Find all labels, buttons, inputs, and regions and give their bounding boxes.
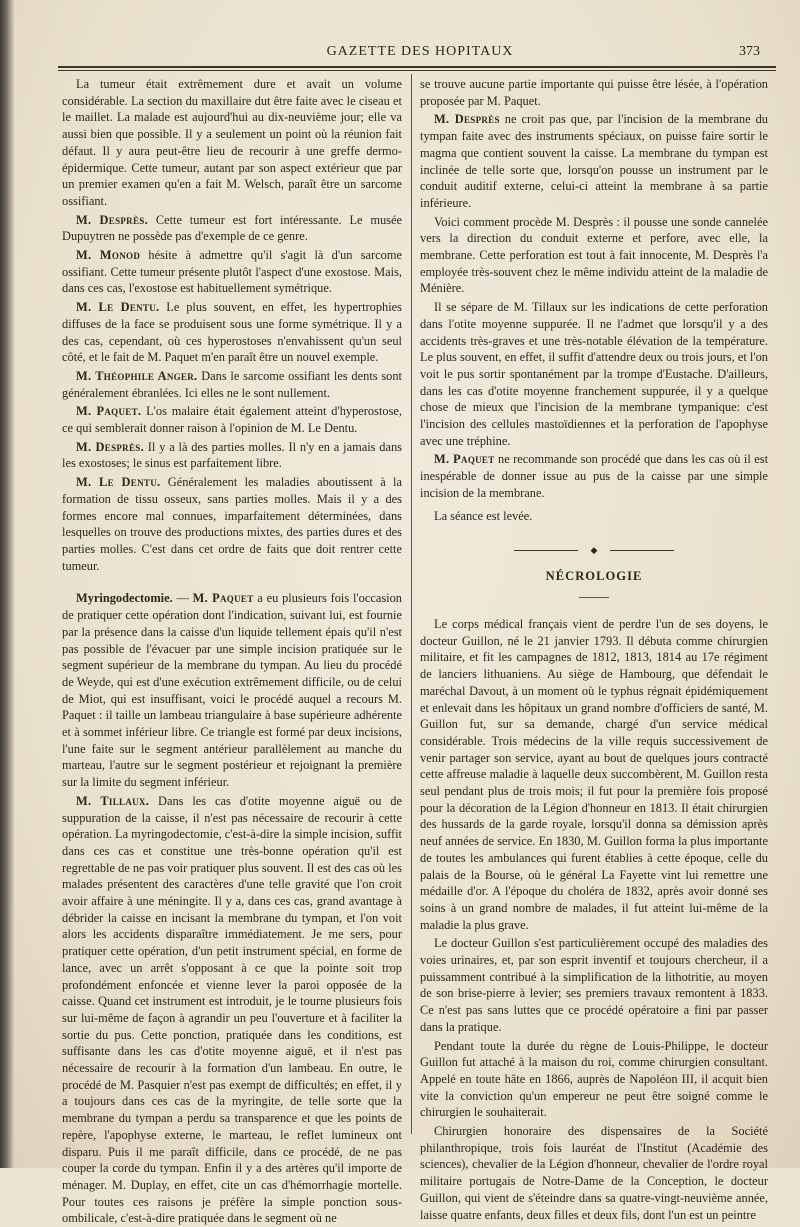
paragraph bbox=[62, 474, 402, 574]
paragraph bbox=[62, 247, 402, 297]
paragraph-text: ne recommande son procédé que dans les cas où il est inespérable de donner issue au pus de la caisse par une simple incision de la membrane. bbox=[420, 452, 769, 500]
paragraph: Il se sépare de M. Tillaux sur les indications de cette perforation dans l'otite moyenne suppurée. Il ne l'admet que lorsqu'il y a des accidents très-graves et une très-notable élévation de la température. Le plus souvent, en effet, il suffit d'attendre deux ou trois jours, et l'on voit le pus sortir spontanément par la trompe d'Eustache. D'ailleurs, dans les cas d'otite moyenne franchement suppurée, il y a quelque chose de mieux que l'incision de la membrane tympanique: c'est l'incision des cellules mastoïdiennes et la perforation de l'apophyse avec une tréphine. bbox=[420, 300, 768, 448]
speaker: M. Le Dentu. bbox=[76, 300, 160, 315]
paragraph-text: Dans le sarcome ossifiant les dents sont généralement ébranlées. Ici elles ne le sont nullement. bbox=[62, 368, 402, 400]
paragraph bbox=[420, 111, 768, 211]
topic-heading: Myringodectomie. bbox=[76, 591, 173, 606]
paragraph bbox=[62, 439, 402, 472]
left-column bbox=[62, 76, 402, 1227]
paragraph bbox=[62, 299, 402, 366]
paragraph-text: Généralement les maladies aboutissent à la formation de tissu osseux, sans parties molles. Mais il y a des formes encore mal connues, imparfaitement déterminées, dans lesquelles on trouve des productions mixtes, des parties dures et des parties molles. C'est dans cet ordre de faits que doit rentrer cette tumeur. bbox=[62, 475, 403, 573]
dash: — bbox=[172, 591, 193, 606]
header-rule bbox=[58, 66, 776, 68]
spacer bbox=[62, 574, 402, 590]
paragraph-text: hésite à admettre qu'il s'agit là d'un sarcome ossifiant. Cette tumeur présente plutôt l'aspect d'une exostose. Mais, dans ces cas, l'exostose est habituellement symétrique. bbox=[62, 248, 402, 296]
speaker: M. Paquet bbox=[434, 452, 495, 467]
paragraph: Voici comment procède M. Desprès : il pousse une sonde cannelée vers la direction du conduit externe et perfore, avec elle, la membrane. Cette perforation est tout à fait innocente, M. Desprès l'a employée très-souvent chez le même individu atteint de la maladie de Ménière. bbox=[420, 214, 768, 296]
section-title: NÉCROLOGIE bbox=[545, 569, 643, 584]
ornament-icon: ◆ bbox=[590, 545, 598, 556]
paragraph-text: Il y a là des parties molles. Il n'y en a jamais dans les exostoses; le sinus est parfaitement libre. bbox=[62, 439, 402, 471]
paragraph bbox=[62, 368, 402, 401]
ornament-divider bbox=[514, 546, 674, 556]
page-number: 373 bbox=[739, 44, 760, 59]
right-column bbox=[420, 76, 768, 1223]
paragraph bbox=[420, 451, 768, 501]
column-divider bbox=[411, 74, 412, 1134]
ornament-line bbox=[610, 550, 674, 551]
binding-shadow bbox=[0, 0, 14, 1168]
ornament-line bbox=[514, 550, 578, 551]
speaker: M. Monod bbox=[76, 248, 141, 263]
paragraph: Chirurgien honoraire des dispensaires de la Société philanthropique, trois fois lauréat de l'Institut (Académie des sciences), chevalier de la Légion d'honneur, chevalier de l'ordre royal militaire portugais de Notre-Dame de la Conception, le docteur Guillon, qui vient de s'éteindre dans sa quatre-vingt-neuvième année, laisse quatre enfants, deux filles et deux fils, dont l'un est un peintre bbox=[420, 1124, 768, 1222]
section-rule bbox=[579, 597, 609, 598]
paragraph: se trouve aucune partie importante qui puisse être lésée, à l'opération proposée par M. Paquet. bbox=[420, 77, 768, 108]
paragraph-text: L'os malaire était également atteint d'hyperostose, ce qui semblerait donner raison à l'opinion de M. Le Dentu. bbox=[62, 404, 403, 436]
paragraph-text: Le plus souvent, en effet, les hypertrophies diffuses de la face se produisent sous une forme symétrique. Il y a des cas, cependant, où ces hyperostoses n'envahissent qu'un seul côté, et le fait de M. Paquet m'en paraît être un nouvel exemple. bbox=[62, 300, 402, 365]
speaker: M. Paquet bbox=[192, 591, 254, 606]
speaker: M. Le Dentu. bbox=[76, 475, 161, 490]
speaker: M. Paquet. bbox=[76, 404, 142, 419]
speaker: M. Desprès. bbox=[76, 212, 148, 227]
paragraph: Le docteur Guillon s'est particulièrement occupé des maladies des voies urinaires, et, par son esprit inventif et toujours chercheur, il a puissamment contribué à la simplification de la lithotritie, au moyen de son brise-pierre à levier; ses premiers travaux remontent à 1833. Ce n'est pas sans luttes que ce procédé opératoire a fini par passer dans la pratique. bbox=[420, 936, 768, 1034]
speaker: M. Tillaux. bbox=[76, 793, 150, 808]
speaker: M. Desprès. bbox=[76, 439, 144, 454]
paragraph: La tumeur était extrêmement dure et avait un volume considérable. La section du maxillaire dut être faite avec le ciseau et le maillet. La malade est aujourd'hui au dix-neuvième jour; elle va aussi bien que possible. Il y a seulement un point où la réunion fait défaut. Il y aura peut-être lieu de recourir à une greffe dermo-épidermique. Cette tumeur, autant par son aspect extérieur que par un premier examen qu'en a fait M. Welsch, paraît être un sarcome ossifiant. bbox=[62, 77, 402, 208]
paragraph bbox=[62, 403, 402, 436]
speaker: M. Desprès bbox=[434, 112, 500, 127]
speaker: M. Théophile Anger. bbox=[76, 368, 198, 383]
page-header bbox=[60, 40, 780, 62]
paragraph-text: Cette tumeur est fort intéressante. Le musée Dupuytren ne possède pas d'exemple de ce genre. bbox=[62, 212, 403, 244]
session-closing: La séance est levée. bbox=[434, 508, 533, 523]
journal-title: GAZETTE DES HOPITAUX bbox=[326, 44, 514, 59]
paragraph bbox=[62, 793, 402, 1227]
paragraph: Pendant toute la durée du règne de Louis-Philippe, le docteur Guillon fut attaché à la maison du roi, comme chirurgien consultant. Appelé en toute hâte en 1866, auprès de Napoléon III, il acquit bien vite la conviction qu'un empereur ne peut être soigné comme le chirurgien le souhaiterait. bbox=[420, 1038, 768, 1120]
paragraph-text: Dans les cas d'otite moyenne aiguë ou de suppuration de la caisse, il n'est pas nécessaire de recourir à cette opération. La myringodectomie, c'est-à-dire la simple incision, suffit dans ces cas et constitue une très-bonne opération qu'il est regrettable de ne pas voir pratiquer plus souvent. Il est des cas où les malades présentent des caractères d'une telle gravité que l'on croit avoir affaire à une méningite. Il y a, dans ces cas, grand avantage à débrider la caisse en incisant la membrane du tympan, et l'on voit alors les accidents disparaître immédiatement. Je me sers, pour pratiquer cette opération, d'un petit instrument spécial, en forme de lance, avec un arrêt s'opposant à ce que la pointe soit trop profondément enfoncée et vienne lever la paroi opposée de la caisse. Quand cet instrument est introduit, je le tourne plusieurs fois sur lui-même de façon à agrandir un peu l'ouverture et à faciliter la sortie du pus. Cette ponction, pratiquée dans les conditions, est suffisante dans les cas d'otite moyenne aiguë, et il n'est pas nécessaire de recourir à la formation d'un lambeau. En outre, le procédé de M. Pasquier n'est pas exempt de difficultés; en effet, il y a toujours dans ces cas de la myringite, de telle sorte que la membrane du tympan a perdu sa transparence et que les points de repère, l'apophyse externe, le marteau, le reflet lumineux ont disparu. Puis il me paraît difficile, dans ce procédé, de ne pas couper la corde du tympan. Enfin il y a des artères qu'il importe de ménager. M. Duplay, en effet, cite un cas d'hémorrhagie mortelle. Pour toutes ces raisons je préfère la simple ponction sous-ombilicale, c'est-à-dire pratiquée dans le segment où ne bbox=[62, 793, 402, 1226]
paragraph bbox=[62, 590, 402, 790]
paragraph bbox=[62, 212, 402, 245]
paragraph-text: ne croit pas que, par l'incision de la membrane du tympan faite avec des instruments spéciaux, on puisse faire sortir le magma que contient souvent la caisse. La membrane du tympan est inclinée de telle sorte que, lorsqu'on pousse un instrument par le conduit auditif externe, celui-ci atteint la membrane à sa partie inférieure. bbox=[420, 112, 768, 210]
paragraph: Le corps médical français vient de perdre l'un de ses doyens, le docteur Guillon, né le 21 janvier 1793. Il débuta comme chirurgien militaire, et fit les campagnes de 1812, 1813, 1814 au 17e régiment de lanciers lithuaniens. Au siège de Hambourg, que défendait le maréchal Davout, à un moment où le typhus régnait épidémiquement et enlevait dans les hôpitaux un grand nombre d'officiers de santé, M. Guillon fut, sur sa demande, chargé d'un service médical considérable. Trois médecins de la ville requis successivement de venir partager son service, ayant au bout de quelques jours contracté cette affreuse maladie à laquelle deux succombèrent, M. Guillon resta seul pendant plus de trois mois; il fut pour la première fois proposé pour la décoration de la Légion d'honneur en 1813. Il était chirurgien des hussards de la garde royale, lorsqu'il donna sa démission après neuf années de service. En 1830, M. Guillon forma la plus importante de toutes les ambulances qui furent établies à cette époque, celle du palais de la Bourse, où le général La Fayette vint lui remettre une médaille d'or. A l'époque du choléra de 1832, après avoir donné ses soins à un grand nombre de malades, il fut atteint lui-même de la maladie la plus grave. bbox=[420, 616, 768, 932]
header-rule-thin bbox=[58, 70, 776, 71]
paragraph-text: a eu plusieurs fois l'occasion de pratiquer cette opération dont l'indication, suivant lui, est fournie par la présence dans la caisse d'un liquide tellement épais qu'il n'est pas possible de l'évacuer par une simple incision pratiquée sur le segment supérieur de la membrane du tympan. Au lieu du procédé de Weyde, qui est d'une exécution extrêmement difficile, ou de celui de Miot, qui est insuffisant, voici le procédé auquel a recours M. Paquet : il taille un lambeau triangulaire à base supérieure adhérente et à sommet inférieur libre. Ce triangle est formé par deux incisions, l'une faite sur le segment antérieur parallèlement au manche du marteau, l'autre sur le segment postérieur et rejoignant la première sur la limite du segment inférieur. bbox=[62, 591, 402, 790]
